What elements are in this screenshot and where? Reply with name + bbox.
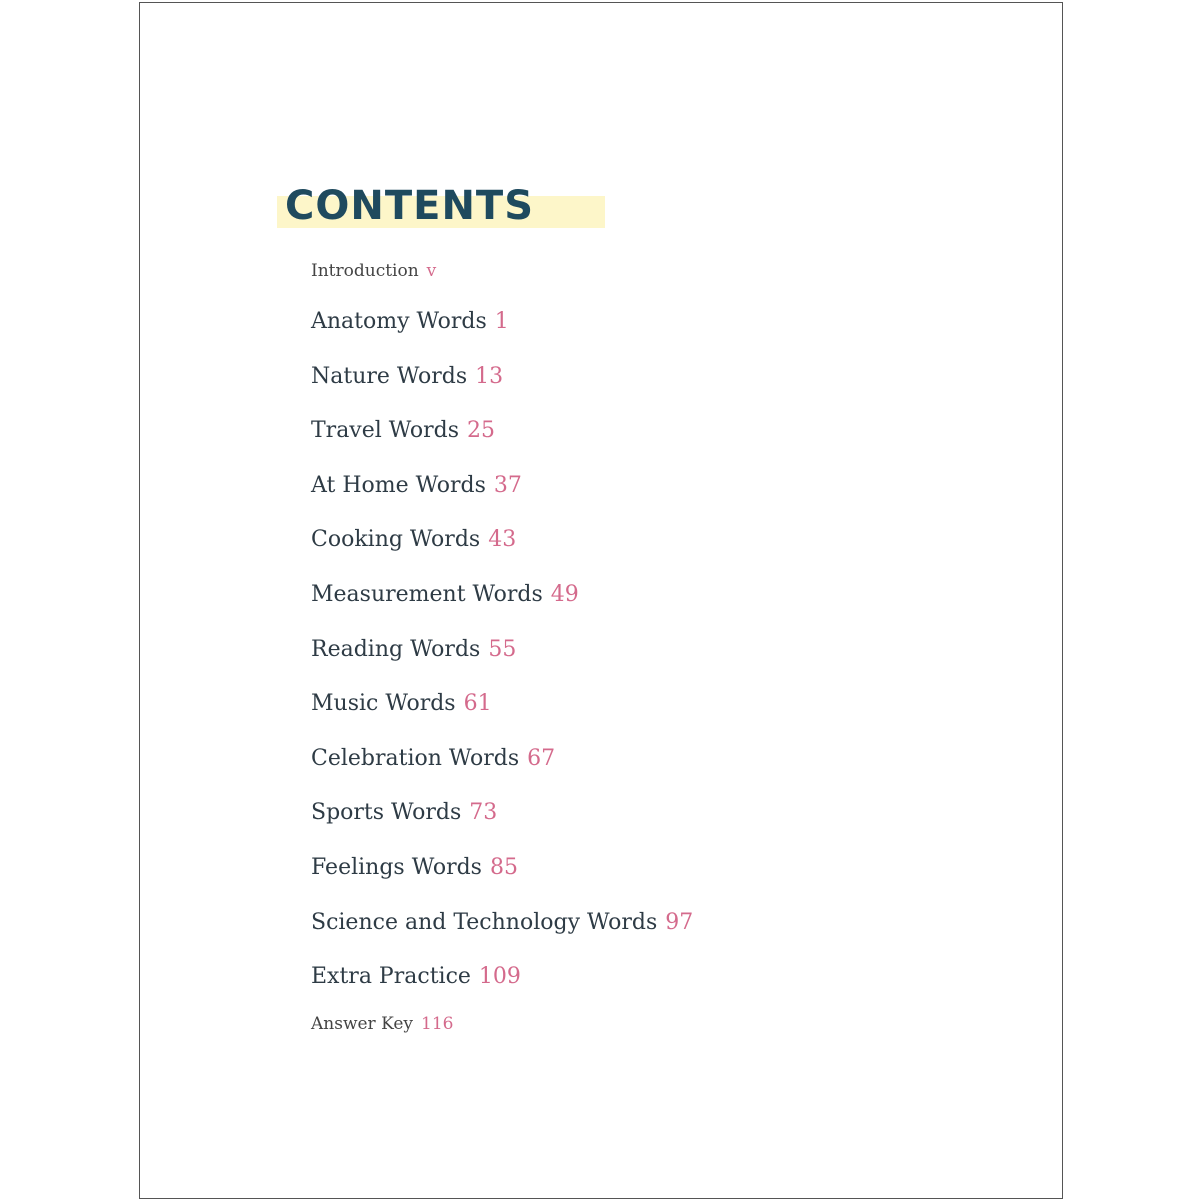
toc-entry-page-number: 1	[494, 309, 509, 334]
toc-entry-label: Reading Words	[311, 636, 481, 662]
toc-entry-label: Introduction	[311, 261, 419, 281]
toc-entry	[311, 637, 516, 662]
toc-entry	[311, 1014, 453, 1034]
toc-entry	[311, 800, 497, 825]
toc-entry	[311, 855, 518, 880]
toc-entry-page-number: 109	[478, 964, 521, 990]
toc-entry-page-number: v	[426, 261, 437, 281]
toc-entry-label: Cooking Words	[311, 527, 481, 553]
toc-entry-label: Measurement Words	[311, 582, 543, 607]
toc-entry	[311, 527, 516, 552]
toc-entry-page-number: 97	[665, 909, 694, 935]
toc-entry-label: Science and Technology Words	[311, 909, 658, 935]
toc-entry	[311, 691, 492, 716]
toc-entry	[311, 309, 509, 334]
toc-entry-page-number: 43	[488, 527, 517, 553]
toc-entry	[311, 261, 436, 281]
toc-entry	[311, 964, 521, 989]
toc-entry-label: At Home Words	[311, 472, 486, 498]
toc-entry-label: Anatomy Words	[311, 309, 487, 334]
toc-entry-page-number: 116	[421, 1014, 454, 1034]
toc-entry-page-number: 85	[489, 855, 518, 880]
toc-entry-page-number: 13	[475, 363, 504, 389]
toc-entry-page-number: 37	[493, 472, 522, 498]
toc-entry-page-number: 67	[527, 745, 556, 771]
toc-entry-page-number: 25	[467, 418, 496, 444]
toc-entry-label: Sports Words	[311, 800, 462, 826]
toc-entry-label: Feelings Words	[311, 855, 482, 880]
toc-entry-label: Music Words	[311, 691, 456, 717]
page-title: CONTENTS	[285, 183, 535, 229]
toc-entry-label: Extra Practice	[311, 964, 471, 990]
toc-entry	[311, 910, 693, 935]
toc-entry	[311, 418, 495, 443]
toc-entry	[311, 746, 555, 771]
toc-entry-label: Nature Words	[311, 363, 468, 389]
toc-entry-label: Answer Key	[311, 1014, 413, 1034]
toc-entry-page-number: 73	[469, 800, 498, 826]
toc-entry-label: Travel Words	[311, 418, 460, 444]
toc-entry-label: Celebration Words	[311, 745, 520, 771]
toc-entry	[311, 364, 503, 389]
document-page	[139, 2, 1063, 1199]
toc-entry	[311, 473, 522, 498]
toc-entry-page-number: 61	[463, 691, 492, 717]
toc-entry-page-number: 49	[550, 582, 579, 607]
toc-entry	[311, 582, 579, 607]
toc-entry-page-number: 55	[488, 636, 517, 662]
